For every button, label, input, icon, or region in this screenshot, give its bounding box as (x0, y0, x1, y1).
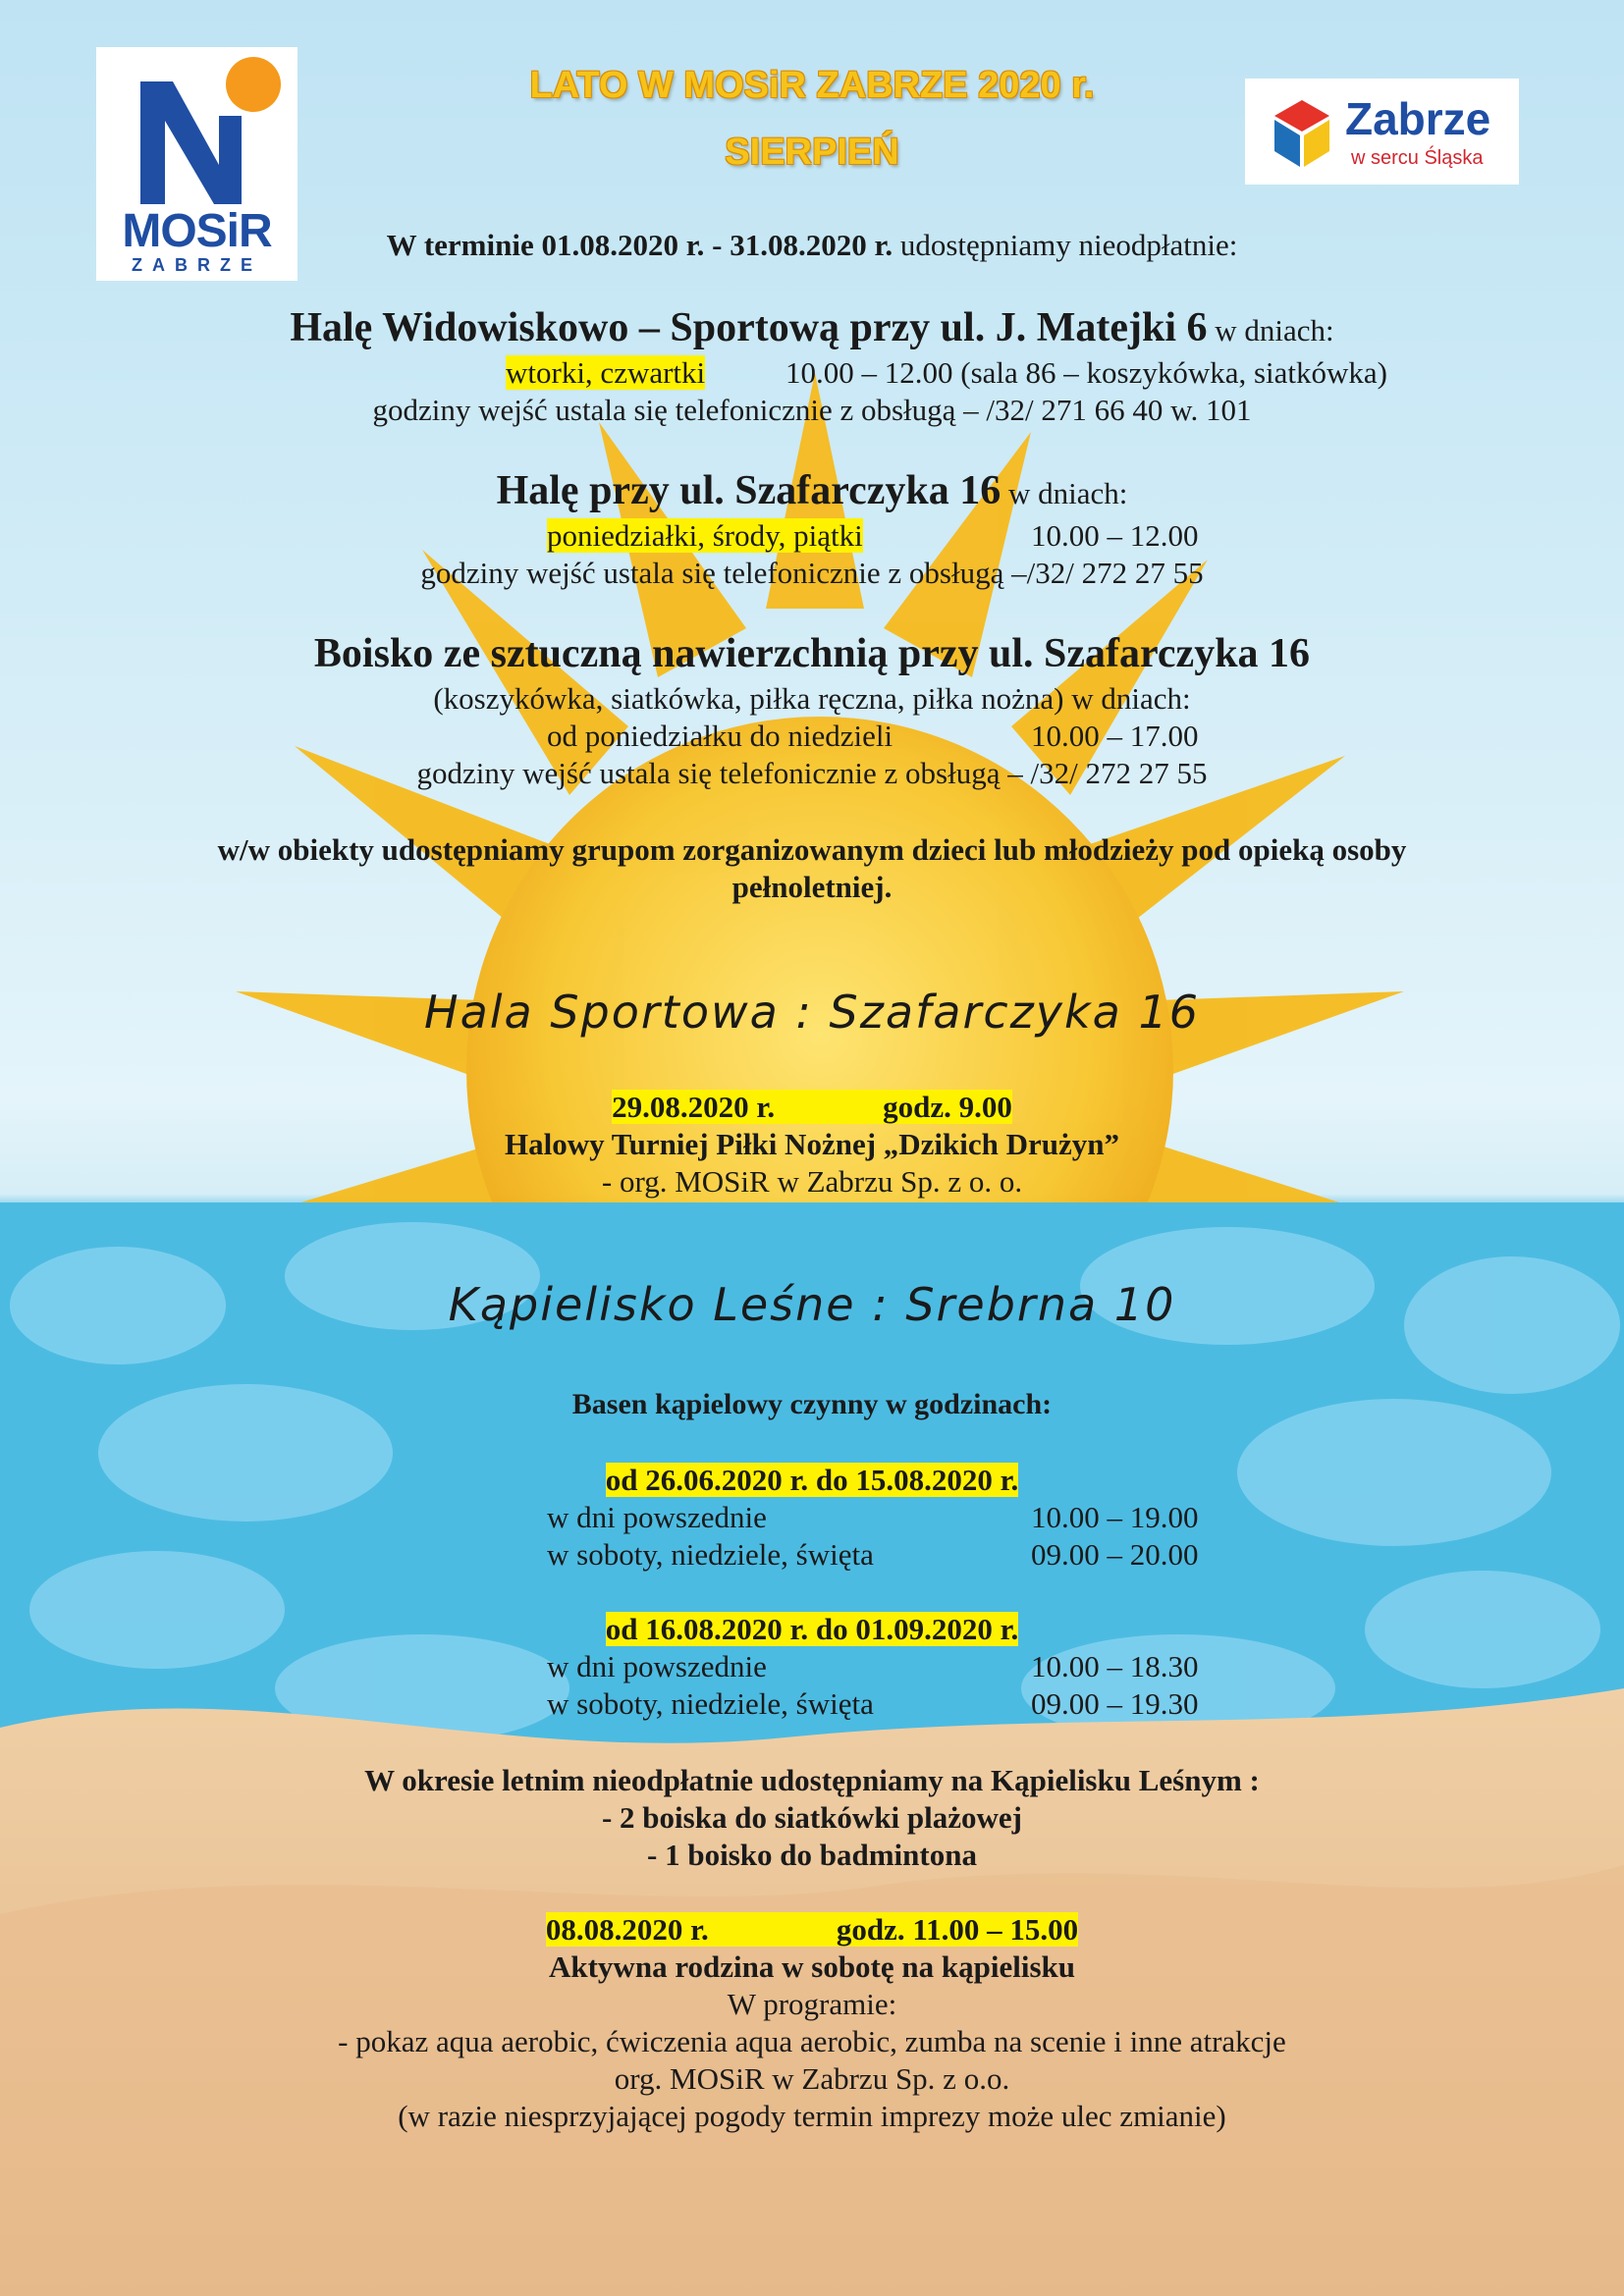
facility2-days: poniedziałki, środy, piątki (547, 518, 863, 553)
facility3-hours: 10.00 – 17.00 (1031, 719, 1199, 753)
intro-text: udostępniamy nieodpłatnie: (893, 228, 1238, 262)
event2-organizer: org. MOSiR w Zabrzu Sp. z o.o. (614, 2061, 1010, 2096)
pool-free-line1: W okresie letnim nieodpłatnie udostępniamy na Kąpielisku Leśnym : (364, 1763, 1260, 1797)
pool-period1-row1-day: w dni powszednie (547, 1500, 767, 1534)
facility3-sports: (koszykówka, siatkówka, piłka ręczna, piłka nożna) w dniach: (433, 681, 1191, 716)
facility2-name: Halę przy ul. Szafarczyka 16 (496, 468, 1001, 513)
pool-free-line3: - 1 boisko do badmintona (647, 1838, 977, 1872)
page-subtitle: SIERPIEŃ (725, 132, 899, 173)
facility2-suffix: w dniach: (1001, 476, 1128, 510)
notice-line2: pełnoletniej. (731, 870, 893, 904)
hall-event-datetime (0, 1090, 1624, 1125)
zabrze-logo-text: Zabrze (1345, 93, 1491, 144)
event2-title: Aktywna rodzina w sobotę na kąpielisku (548, 1949, 1076, 1984)
zabrze-logo-subtext: w sercu Śląska (1351, 147, 1484, 169)
hall-heading: Hala Sportowa : Szafarczyka 16 (423, 986, 1201, 1039)
facility1-suffix: w dniach: (1207, 313, 1334, 347)
hall-event-organizer: - org. MOSiR w Zabrzu Sp. z o. o. (601, 1164, 1023, 1199)
page-title: LATO W MOSiR ZABRZE 2020 r. (529, 65, 1095, 106)
event2-note: (w razie niesprzyjającej pogody termin imprezy może ulec zmianie) (398, 2099, 1226, 2133)
facility2-title (0, 467, 1624, 514)
facility2-contact: godziny wejść ustala się telefonicznie z obsługą –/32/ 272 27 55 (420, 556, 1204, 590)
facility2-hours: 10.00 – 12.00 (1031, 518, 1199, 553)
event2-time: godz. 11.00 – 15.00 (836, 1912, 1079, 1947)
pool-heading: Kąpielisko Leśne : Srebrna 10 (448, 1278, 1176, 1331)
hall-event-title: Halowy Turniej Piłki Nożnej „Dzikich Drużyn” (504, 1127, 1120, 1161)
pool-period1-row2-hours: 09.00 – 20.00 (1031, 1537, 1199, 1572)
pool-period1-row1-hours: 10.00 – 19.00 (1031, 1500, 1199, 1534)
pool-period2-row1-day: w dni powszednie (547, 1649, 767, 1683)
facility3-title: Boisko ze sztuczną nawierzchnią przy ul. Szafarczyka 16 (313, 631, 1311, 676)
facility3-contact: godziny wejść ustala się telefonicznie z obsługą – /32/ 272 27 55 (416, 756, 1208, 790)
intro-line (0, 228, 1624, 263)
pool-free-line2: - 2 boiska do siatkówki plażowej (601, 1800, 1023, 1835)
facility1-contact: godziny wejść ustala się telefonicznie z obsługą – /32/ 271 66 40 w. 101 (372, 393, 1252, 427)
event2-datetime (0, 1912, 1624, 1948)
facility1-hours: 10.00 – 12.00 (sala 86 – koszykówka, siatkówka) (785, 355, 1388, 390)
pool-period2-row1-hours: 10.00 – 18.30 (1031, 1649, 1199, 1683)
event2-date: 08.08.2020 r. (545, 1912, 709, 1947)
facility1-days: wtorki, czwartki (506, 355, 706, 390)
mosir-logo-text: MOSiR (122, 205, 272, 257)
pool-period1: od 26.06.2020 r. do 15.08.2020 r. (605, 1463, 1019, 1497)
pool-period2-row2-hours: 09.00 – 19.30 (1031, 1686, 1199, 1721)
pool-intro: Basen kąpielowy czynny w godzinach: (571, 1388, 1053, 1420)
facility1-title (0, 304, 1624, 351)
pool-period2-row2-day: w soboty, niedziele, święta (547, 1686, 874, 1721)
facility1-name: Halę Widowiskowo – Sportową przy ul. J. Matejki 6 (290, 305, 1208, 350)
pool-period1-row2-day: w soboty, niedziele, święta (547, 1537, 874, 1572)
hall-event-date: 29.08.2020 r. godz. 9.00 (612, 1090, 1012, 1124)
event2-program: - pokaz aqua aerobic, ćwiczenia aqua aerobic, zumba na scenie i inne atrakcje (338, 2024, 1286, 2058)
mosir-logo-subtext: ZABRZE (132, 255, 262, 275)
pool-period2: od 16.08.2020 r. do 01.09.2020 r. (605, 1612, 1019, 1646)
intro-dates: W terminie 01.08.2020 r. - 31.08.2020 r. (386, 228, 893, 262)
event2-program-label: W programie: (727, 1987, 897, 2021)
notice-line1: w/w obiekty udostępniamy grupom zorganizowanym dzieci lub młodzieży pod opieką osoby (217, 832, 1407, 867)
facility3-days: od poniedziałku do niedzieli (547, 719, 893, 753)
